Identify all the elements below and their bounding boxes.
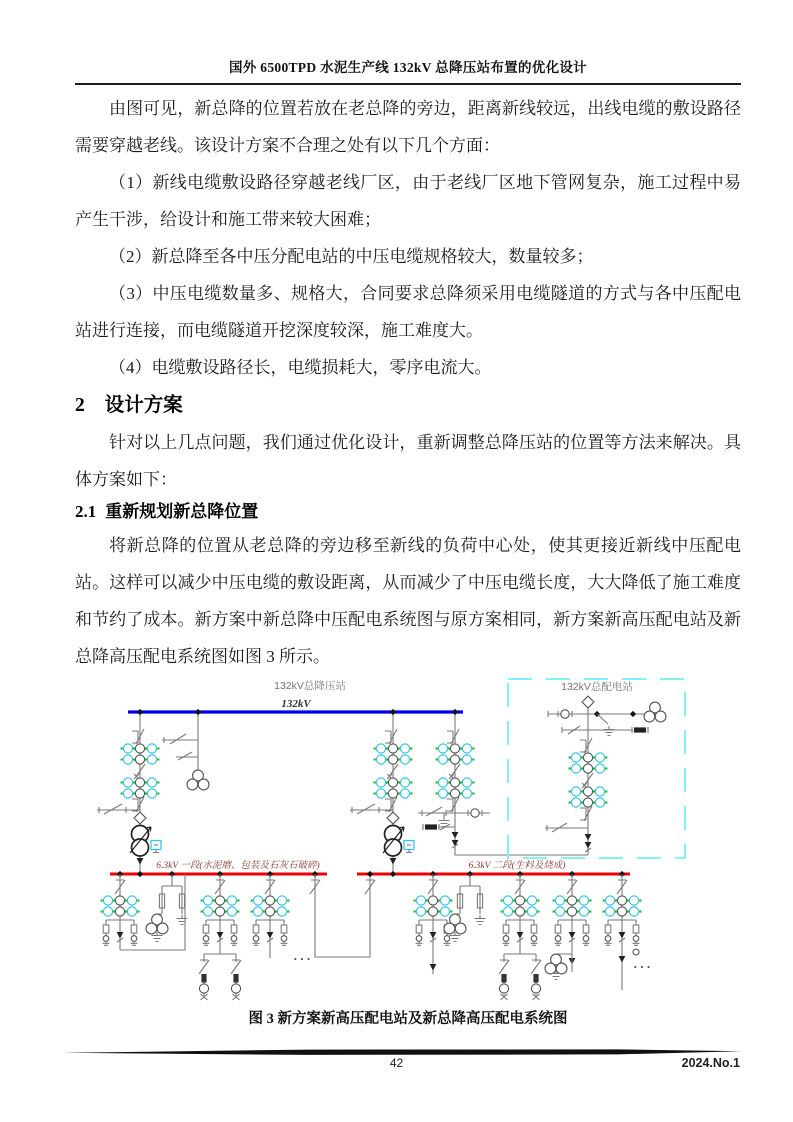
running-header-title: 国外 6500TPD 水泥生产线 132kV 总降压站布置的优化设计 <box>229 60 587 75</box>
list-item: （3）中压电缆数量多、规格大，合同要求总降须采用电缆隧道的方式与各中压配电站进行连接，而电缆隧道开挖深度较深，施工难度大。 <box>75 284 741 340</box>
label-new-substation: 132kV总降压站 <box>274 680 346 692</box>
section-heading <box>75 391 741 420</box>
paragraph-intro: 由图可见，新总降的位置若放在老总降的旁边，距离新线较远，出线电缆的敷设路径需要穿越老线。该设计方案不合理之处有以下几个方面： <box>75 99 741 155</box>
label-hv-bus: 132kV <box>281 698 311 710</box>
old-substation-group <box>508 679 685 858</box>
mv-section-1 <box>101 859 327 1000</box>
ellipsis-left: ... <box>292 950 312 963</box>
figure-diagram <box>70 676 750 1008</box>
subsection-number: 2.1 <box>75 502 97 521</box>
section-title: 设计方案 <box>104 395 183 416</box>
label-mv-bus-2: 6.3kV 二段(生料及烧成) <box>468 861 566 871</box>
list-item: （1）新线电缆敷设路径穿越老线厂区，由于老线厂区地下管网复杂，施工过程中易产生干涉，给设计和施工带来较大困难； <box>75 173 741 229</box>
paragraph-section21: 将新总降的位置从老总降的旁边移至新线的负荷中心处，使其更接近新线中压配电站。这样可以减少中压电缆的敷设距离，从而减少了中压电缆长度，大大降低了施工难度和节约了成本。新方案中新总降中压配电系统图与原方案相同，新方案新高压配电站及新总降高压配电系统图如图 3 所示。 <box>75 536 741 666</box>
list-item: （2）新总降至各中压分配电站的中压电缆规格较大，数量较多； <box>109 247 594 266</box>
label-old-substation: 132kV总配电站 <box>561 681 633 693</box>
transformer-1-icon <box>130 826 151 857</box>
transformer-2-icon <box>383 826 404 857</box>
hv-pt-branch <box>162 734 209 790</box>
subsection-heading <box>75 498 741 525</box>
list-item: （4）电缆敷设路径长，电缆损耗大，零序电流大。 <box>109 358 492 377</box>
mv-section-2 <box>357 860 652 1000</box>
paragraph-section2: 针对以上几点问题，我们通过优化设计，重新调整总降压站的位置等方法来解决。具体方案如下： <box>75 433 741 489</box>
document-body <box>75 90 741 675</box>
new-substation-group <box>97 679 588 874</box>
transformer-2-feeder <box>350 729 414 865</box>
page-number: 42 <box>389 1056 404 1070</box>
header-rule <box>75 83 741 85</box>
ellipsis-right: ... <box>632 958 652 971</box>
figure-caption: 图 3 新方案新高压配电站及新总降高压配电系统图 <box>248 1011 568 1027</box>
issue-label: 2024.No.1 <box>681 1056 740 1070</box>
figure-3 <box>70 676 750 1008</box>
mv-bus-tie <box>310 874 375 957</box>
section-number: 2 <box>75 395 85 416</box>
subsection-title: 重新规划新总降位置 <box>105 502 259 521</box>
transformer-1-feeder <box>97 729 161 865</box>
label-mv-bus-1: 6.3kV 一段(水泥磨、包装及石灰石破碎) <box>156 861 320 871</box>
hv-tie-feeder <box>418 729 490 848</box>
